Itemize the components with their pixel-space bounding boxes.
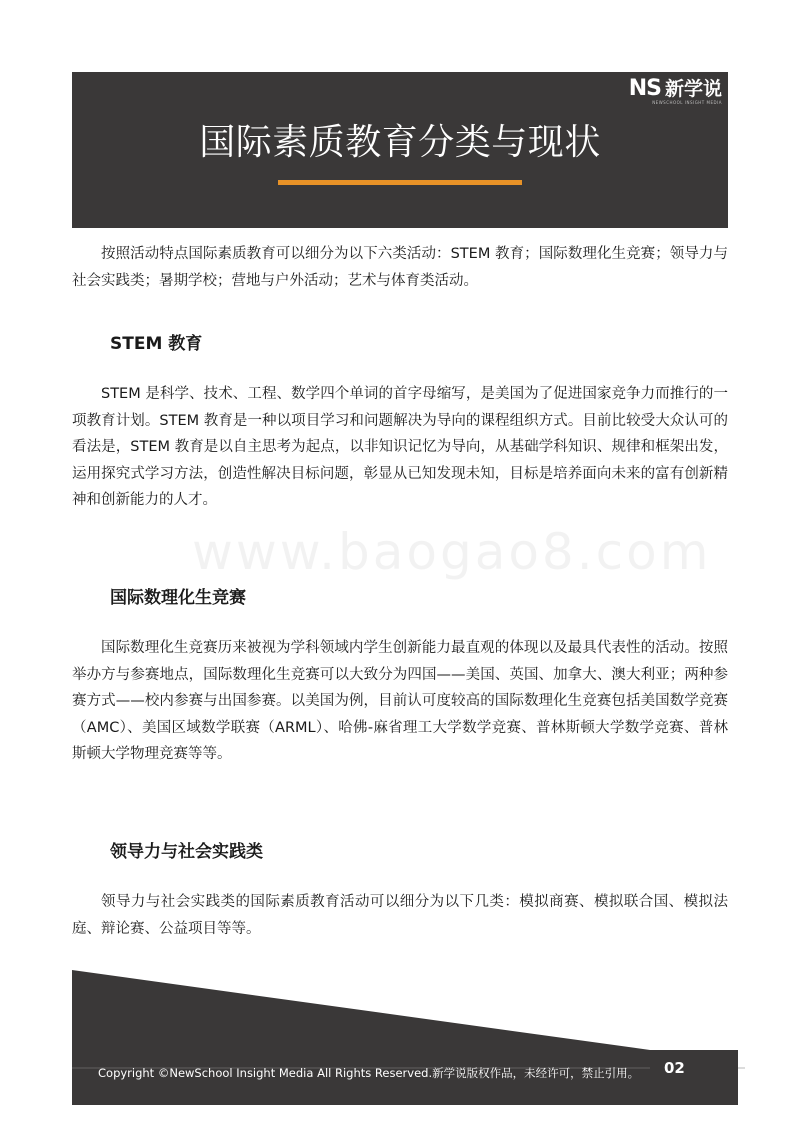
logo-mark: NS (628, 76, 661, 101)
section-heading-competitions: 国际数理化生竞赛 (110, 588, 246, 608)
intro-paragraph: 按照活动特点国际素质教育可以细分为以下六类活动：STEM 教育；国际数理化生竞赛；领导力与社会实践类；暑期学校；营地与户外活动；艺术与体育类活动。 (72, 246, 728, 289)
section-body-competitions: 国际数理化生竞赛历来被视为学科领域内学生创新能力最直观的体现以及最具代表性的活动。按照举办方与参赛地点，国际数理化生竞赛可以大致分为四国——美国、英国、加拿大、澳大利亚；两种参赛方式——校内参赛与出国参赛。以美国为例，目前认可度较高的国际数理化生竞赛包括美国数学竞赛（AMC）、美国区域数学联赛（ARML）、哈佛-麻省理工大学数学竞赛、普林斯顿大学数学竞赛、普林斯顿大学物理竞赛等等。 (72, 640, 728, 763)
section-heading-leadership: 领导力与社会实践类 (110, 842, 263, 862)
section-heading-stem: STEM 教育 (110, 334, 203, 354)
page-number: 02 (664, 1059, 685, 1077)
section-body-stem: STEM 是科学、技术、工程、数学四个单词的首字母缩写，是美国为了促进国家竞争力而推行的一项教育计划。STEM 教育是一种以项目学习和问题解决为导向的课程组织方式。目前比较受大众认可的看法是，STEM 教育是以自主思考为起点，以非知识记忆为导向，从基础学科知识、规律和框架出发，运用探究式学习方法，创造性解决目标问题，彰显从已知发现未知，目标是培养面向未来的富有创新精神和创新能力的人才。 (72, 386, 728, 509)
watermark: www.baogao8.com (192, 523, 712, 581)
footer-copyright: Copyright ©NewSchool Insight Media All Rights Reserved.新学说版权作品，未经许可，禁止引用。 (98, 1066, 640, 1080)
section-body-leadership: 领导力与社会实践类的国际素质教育活动可以细分为以下几类：模拟商赛、模拟联合国、模拟法庭、辩论赛、公益项目等等。 (72, 894, 728, 937)
footer-wedge (72, 970, 650, 1105)
logo-text: 新学说 (664, 78, 722, 100)
page-title: 国际素质教育分类与现状 (199, 122, 601, 163)
logo-subtitle: NEWSCHOOL INSIGHT MEDIA (652, 100, 722, 105)
